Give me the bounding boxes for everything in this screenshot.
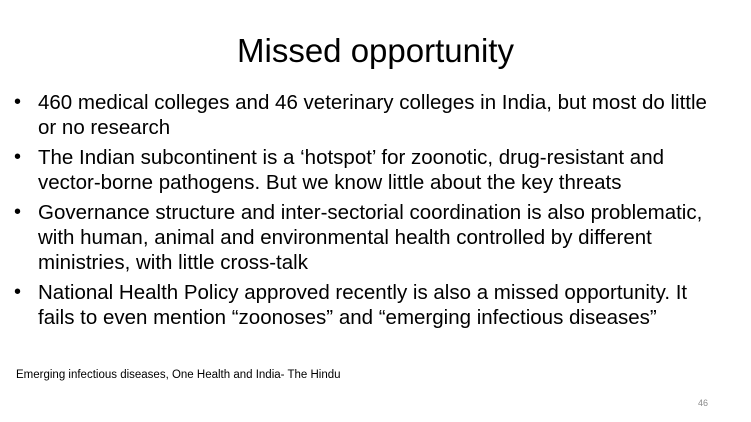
bullet-text: National Health Policy approved recently is also a missed opportunity. It fails to even mention “zoonoses” and “emerging infectious diseases” <box>38 281 688 329</box>
bullet-dot-icon: • <box>14 281 22 303</box>
bullet-item <box>14 200 714 275</box>
bullet-item <box>14 90 714 140</box>
bullet-list <box>14 90 714 335</box>
source-citation: Emerging infectious diseases, One Health and India- The Hindu <box>16 369 341 381</box>
page-number: 46 <box>697 398 708 408</box>
bullet-dot-icon: • <box>14 91 22 113</box>
bullet-item <box>14 145 714 195</box>
bullet-item <box>14 280 714 330</box>
slide-title: Missed opportunity <box>237 32 514 69</box>
bullet-text: The Indian subcontinent is a ‘hotspot’ for zoonotic, drug-resistant and vector-borne pathogens. But we know little about the key threats <box>38 146 665 194</box>
bullet-dot-icon: • <box>14 146 22 168</box>
bullet-text: Governance structure and inter-sectorial coordination is also problematic, with human, animal and environmental health controlled by different ministries, with little cross-talk <box>38 201 703 274</box>
bullet-dot-icon: • <box>14 201 22 223</box>
bullet-text: 460 medical colleges and 46 veterinary colleges in India, but most do little or no research <box>38 91 707 139</box>
